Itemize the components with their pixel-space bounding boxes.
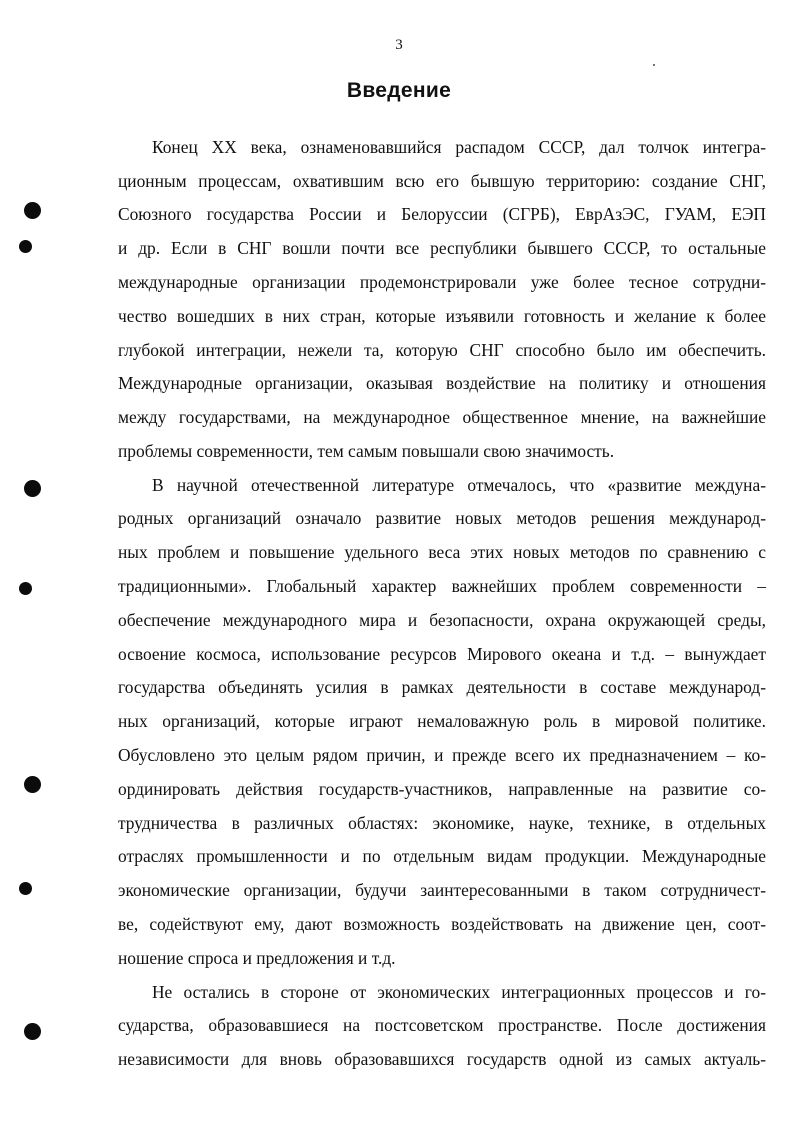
text-line: между государствами, на международное общественное мнение, на важнейшие bbox=[118, 407, 766, 427]
text-line: Не остались в стороне от экономических интеграционных процессов и го- bbox=[152, 982, 766, 1002]
text-line: Конец XX века, ознаменовавшийся распадом СССР, дал толчок интегра- bbox=[152, 137, 766, 157]
text-line: ве, содействуют ему, дают возможность воздействовать на движение цен, соот- bbox=[118, 914, 766, 934]
text-line: Обусловлено это целым рядом причин, и прежде всего их предназначением – ко- bbox=[118, 745, 766, 765]
text-line: государства объединять усилия в рамках деятельности в составе международ- bbox=[118, 677, 766, 697]
text-line: родных организаций означало развитие новых методов решения международ- bbox=[118, 508, 766, 528]
page-title: Введение bbox=[346, 79, 452, 102]
text-line: международные организации продемонстрировали уже более тесное сотрудни- bbox=[118, 272, 766, 292]
text-line: традиционными». Глобальный характер важнейших проблем современности – bbox=[118, 576, 766, 596]
text-line: ординировать действия государств-участников, направленные на развитие со- bbox=[118, 779, 766, 799]
text-line: чество вошедших в них стран, которые изъявили готовность и желание к более bbox=[118, 306, 766, 326]
punch-hole bbox=[24, 1023, 41, 1040]
punch-hole bbox=[19, 582, 32, 595]
text-line: отраслях промышленности и по отдельным видам продукции. Международные bbox=[118, 846, 766, 866]
text-line: освоение космоса, использование ресурсов Мирового океана и т.д. – вынуждает bbox=[118, 644, 766, 664]
punch-hole bbox=[24, 776, 41, 793]
text-line: Союзного государства России и Белоруссии (СГРБ), ЕврАзЭС, ГУАМ, ЕЭП bbox=[118, 204, 766, 224]
text-line: сударства, образовавшиеся на постсоветском пространстве. После достижения bbox=[118, 1015, 766, 1035]
punch-hole bbox=[24, 480, 41, 497]
text-line: ношение спроса и предложения и т.д. bbox=[118, 948, 396, 968]
punch-hole bbox=[19, 240, 32, 253]
text-line: ных организаций, которые играют немаловажную роль в мировой политике. bbox=[118, 711, 766, 731]
page-number: 3 bbox=[395, 37, 403, 53]
text-line: проблемы современности, тем самым повышали свою значимость. bbox=[118, 441, 615, 461]
text-line: обеспечение международного мира и безопасности, охрана окружающей среды, bbox=[118, 610, 766, 630]
text-line: Международные организации, оказывая воздействие на политику и отношения bbox=[118, 373, 766, 393]
text-line: экономические организации, будучи заинтересованными в таком сотрудничест- bbox=[118, 880, 766, 900]
punch-hole bbox=[19, 882, 32, 895]
punch-hole bbox=[24, 202, 41, 219]
text-line: В научной отечественной литературе отмечалось, что «развитие междуна- bbox=[152, 475, 766, 495]
text-line: ных проблем и повышение удельного веса этих новых методов по сравнению с bbox=[118, 542, 766, 562]
text-line: глубокой интеграции, нежели та, которую СНГ способно было им обеспечить. bbox=[118, 340, 766, 360]
scan-speck bbox=[653, 64, 655, 66]
text-line: ционным процессам, охватившим всю его бывшую территорию: создание СНГ, bbox=[118, 171, 766, 191]
text-line: независимости для вновь образовавшихся государств одной из самых актуаль- bbox=[118, 1049, 766, 1069]
text-line: и др. Если в СНГ вошли почти все республики бывшего СССР, то остальные bbox=[118, 238, 766, 258]
text-line: трудничества в различных областях: экономике, науке, технике, в отдельных bbox=[118, 813, 766, 833]
